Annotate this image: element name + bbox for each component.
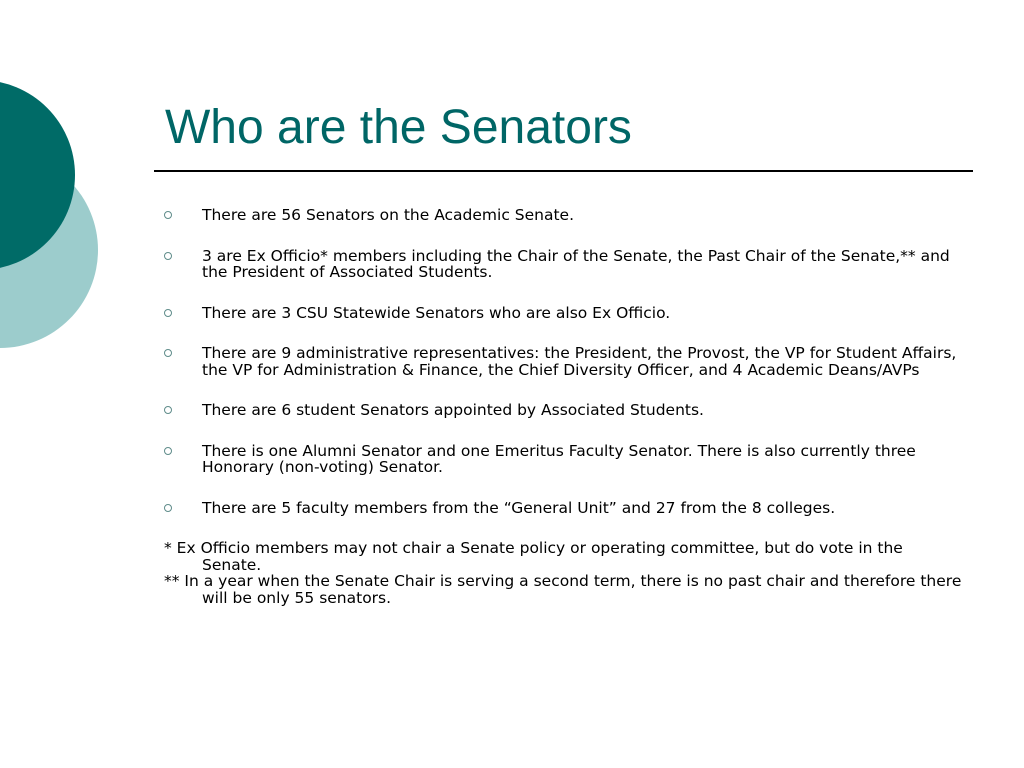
slide-body	[164, 207, 964, 606]
bullet-text: There are 5 faculty members from the “General Unit” and 27 from the 8 colleges.	[202, 498, 836, 517]
hollow-circle-bullet-icon	[164, 211, 172, 219]
bullet-text: 3 are Ex Officio* members including the Chair of the Senate, the Past Chair of the Senate,** and the President of Associated Students.	[202, 246, 950, 281]
bullet-item	[164, 345, 964, 378]
bullet-text: There are 56 Senators on the Academic Senate.	[202, 206, 575, 224]
hollow-circle-bullet-icon	[164, 504, 172, 512]
bullet-item	[164, 248, 964, 281]
hollow-circle-bullet-icon	[164, 252, 172, 260]
decorative-circles	[0, 0, 110, 420]
bullet-item	[164, 500, 964, 517]
bullet-list	[164, 207, 964, 516]
bullet-text: There are 3 CSU Statewide Senators who are also Ex Officio.	[202, 303, 671, 322]
slide-title: Who are the Senators	[165, 101, 632, 154]
footnotes	[164, 540, 964, 606]
bullet-item	[164, 443, 964, 476]
bullet-item	[164, 207, 964, 224]
footnote-past-chair: ** In a year when the Senate Chair is serving a second term, there is no past chair and therefore there will be only 55 senators.	[164, 572, 962, 607]
hollow-circle-bullet-icon	[164, 406, 172, 414]
hollow-circle-bullet-icon	[164, 447, 172, 455]
bullet-text: There are 6 student Senators appointed by Associated Students.	[202, 401, 704, 419]
footnote-ex-officio: * Ex Officio members may not chair a Senate policy or operating committee, but do vote in the Senate.	[164, 539, 903, 574]
bullet-text: There is one Alumni Senator and one Emeritus Faculty Senator. There is also currently three Honorary (non-voting) Senator.	[202, 441, 916, 476]
title-divider	[154, 170, 973, 172]
hollow-circle-bullet-icon	[164, 349, 172, 357]
hollow-circle-bullet-icon	[164, 309, 172, 317]
bullet-text: There are 9 administrative representatives: the President, the Provost, the VP for Student Affairs, the VP for Administration & Finance, the Chief Diversity Officer, and 4 Academic Deans/AVPs	[202, 344, 957, 379]
bullet-item	[164, 305, 964, 322]
bullet-item	[164, 402, 964, 419]
